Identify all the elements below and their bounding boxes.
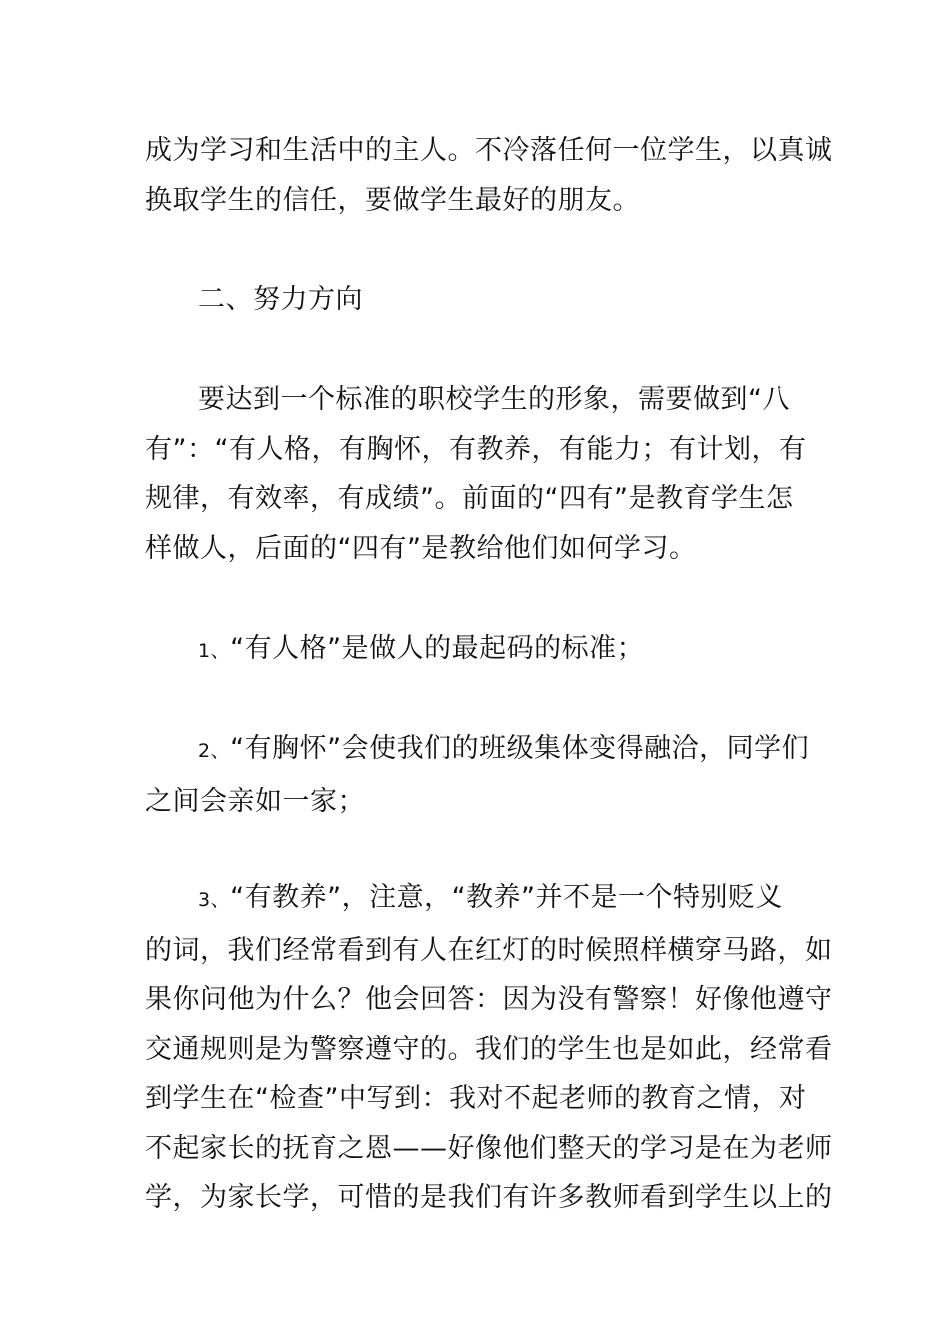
list-number: 1、 xyxy=(198,640,231,662)
text-line xyxy=(145,724,815,777)
list-item-2 xyxy=(145,724,815,826)
text-line xyxy=(145,873,815,926)
paragraph-eight-haves xyxy=(145,375,815,573)
list-item-text: “有人格”是做人的最起码的标准； xyxy=(230,633,645,664)
section-heading xyxy=(145,275,815,325)
text-line: 学，为家长学，可惜的是我们有许多教师看到学生以上的 xyxy=(145,1182,833,1213)
text-line: 样做人，后面的“四有”是教给他们如何学习。 xyxy=(145,532,697,564)
text-line: 成为学习和生活中的主人。不冷落任何一位学生，以真诚 xyxy=(145,135,833,166)
text-line: 的词，我们经常看到有人在红灯的时候照样横穿马路，如 xyxy=(145,934,833,966)
section-heading-text: 二、努力方向 xyxy=(198,284,363,315)
text-line: 果你问他为什么？他会回答：因为没有警察！好像他遵守 xyxy=(145,984,833,1015)
list-item-text: “有教养”，注意，“教养”并不是一个特别贬义 xyxy=(230,882,784,913)
text-line: 规律，有效率，有成绩”。前面的“四有”是教育学生怎 xyxy=(145,483,794,514)
list-item-3 xyxy=(145,873,833,1223)
text-line: 之间会亲如一家； xyxy=(145,785,365,817)
list-item-1 xyxy=(145,624,815,677)
text-line: 要达到一个标准的职校学生的形象，需要做到“八 xyxy=(198,384,790,415)
text-line: 不起家长的抚育之恩——好像他们整天的学习是在为老师 xyxy=(145,1132,833,1164)
list-number: 3、 xyxy=(198,889,231,911)
list-item-text: “有胸怀”会使我们的班级集体变得融洽，同学们 xyxy=(230,733,810,764)
list-number: 2、 xyxy=(198,740,231,762)
text-line: 交通规则是为警察遵守的。我们的学生也是如此，经常看 xyxy=(145,1033,833,1065)
text-line: 有”：“有人格，有胸怀，有教养，有能力；有计划，有 xyxy=(145,433,807,465)
text-line: 到学生在“检查”中写到：我对不起老师的教育之情，对 xyxy=(145,1083,807,1114)
paragraph-intro-continuation xyxy=(145,126,833,225)
text-line: 换取学生的信任，要做学生最好的朋友。 xyxy=(145,184,640,216)
text-line xyxy=(145,624,815,677)
